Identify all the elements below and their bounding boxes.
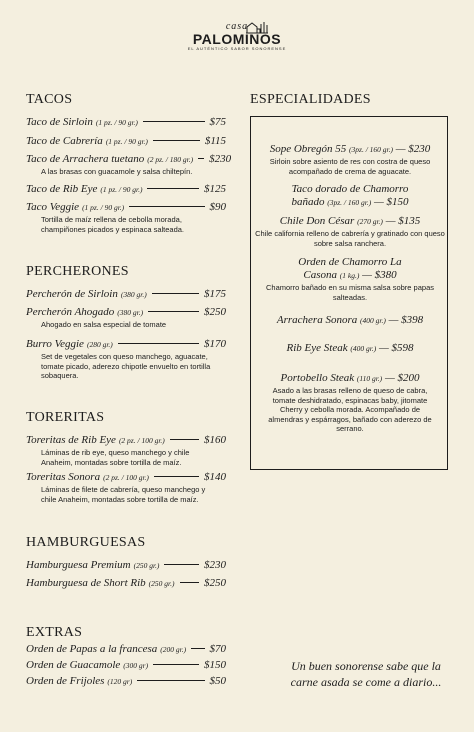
item-description: Chile california relleno de cabrería y gratinado con queso sobre salsa ranchera. [255,229,445,248]
item-name: Orden de Frijoles [26,675,105,687]
item-name: Taco de Rib Eye [26,183,98,195]
especialidades-box [250,116,448,470]
right-column [250,92,450,116]
item-name: Orden de Papas a la francesa [26,643,158,655]
section-percherones [26,264,226,380]
section-title: TORERITAS [26,410,105,425]
item-portion: (270 gr.) [357,217,383,226]
item-description: Set de vegetales con queso manchego, aguacate, tomate picado, aderezo chipotle envuelto en tortilla sobaquera. [41,352,211,380]
logo [0,22,474,52]
item-name: Toreritas Sonora [26,471,101,483]
item-description: Ahogado en salsa especial de tomate [41,320,167,329]
building-icon [246,20,268,34]
menu-item [26,306,226,330]
item-portion: (400 gr.) [350,344,377,353]
item-description: Sirloin sobre asiento de res con costra de queso acompañado de crema de aguacate. [269,157,431,176]
item-portion: (3pz. / 160 gr.) [349,145,394,154]
item-portion: (110 gr.) [356,374,383,383]
item-portion: (280 gr.) [86,340,113,349]
menu-item [26,471,226,504]
item-name: Orden de Guacamole [26,659,121,671]
item-name: Rib Eye Steak [286,342,348,354]
menu-item [26,338,226,381]
item-price: $230 [204,559,226,571]
item-price: $250 [204,577,226,589]
item-portion: (1 pz. / 90 gr.) [82,203,125,212]
special-item [251,256,449,302]
item-price: $150 [204,659,226,671]
item-portion: (1 pz. / 90 gr.) [100,185,143,194]
special-item [251,143,449,176]
item-price: — $230 [395,143,431,155]
item-portion: (300 gr) [123,661,149,670]
item-price: $170 [204,338,226,350]
item-name: Chile Don César [279,215,355,227]
item-price: $250 [204,306,226,318]
section-title: EXTRAS [26,625,83,640]
menu-item [26,201,226,234]
item-price: — $398 [388,314,424,326]
item-description: Asado a las brasas relleno de queso de cabra, tomate deshidratado, espinacas baby, jitomate Cherry y cebolla morada. Acompañado de almendras y espárragos, bañado con aderezo de serrano. [268,386,432,433]
item-portion: (380 gr.) [117,308,144,317]
logo-casa: casa [225,21,249,32]
item-price: — $598 [378,342,414,354]
item-price: $140 [204,471,226,483]
menu-item [26,559,226,571]
item-portion: (380 gr.) [120,290,147,299]
item-description: Chamorro bañado en su misma salsa sobre papas salteadas. [265,283,434,302]
item-portion: (1 pz. / 90 gr.) [95,118,138,127]
section-toreritas [26,410,226,504]
special-item [251,183,449,209]
item-portion: (120 gr) [107,677,133,686]
item-price: $230 [209,153,232,165]
section-hamburguesas [26,535,226,589]
logo-name: PALOMINOS [192,31,282,47]
item-portion: (1 pz. / 90 gr.) [105,137,148,146]
item-price: $50 [209,675,226,687]
section-title: TACOS [26,92,73,107]
menu-item [26,288,226,300]
menu-item [26,135,226,147]
item-name: Taco dorado de Chamorro bañado [291,183,409,208]
menu-item [26,675,226,687]
section-extras [26,625,226,687]
special-item [251,215,449,248]
item-price: $160 [204,434,226,446]
menu-item [26,577,226,589]
item-portion: (1 kg.) [339,271,360,280]
special-item [251,314,449,327]
item-name: Taco Veggie [26,201,80,213]
item-name: Arrachera Sonora [276,314,358,326]
logo-tagline: EL AUTÉNTICO SABOR SONORENSE [187,46,287,51]
section-tacos [26,92,232,234]
item-price: $70 [209,643,226,655]
item-price: — $200 [384,372,420,384]
item-portion: (400 gr.) [359,316,386,325]
menu-item [26,183,226,195]
item-portion: (2 pz. / 100 gr.) [103,473,149,482]
item-price: $75 [209,116,226,128]
item-name: Sope Obregón 55 [269,143,347,155]
item-portion: (200 gr.) [160,645,187,654]
item-name: Taco de Sirloin [26,116,93,128]
item-name: Percherón Ahogado [26,306,115,318]
item-description: Láminas de filete de cabrería, queso manchego y chile Anaheim, montadas sobre tortilla de maíz. [41,485,206,504]
item-price: — $380 [362,269,397,281]
section-title: HAMBURGUESAS [26,535,146,550]
section-title-especialidades: ESPECIALIDADES [250,92,371,107]
menu-item [26,153,232,177]
item-name: Hamburguesa Premium [26,559,131,571]
item-portion: (3pz. / 160 gr.) [327,198,372,207]
menu-item [26,643,226,655]
item-price: — $135 [385,215,421,227]
item-name: Taco de Arrachera tuetano [26,153,145,165]
item-name: Burro Veggie [26,338,84,350]
item-name: Orden de Chamorro La Casona [298,256,402,281]
item-description: Tortilla de maíz rellena de cebolla morada, champiñones picados y espinaca salteada. [41,215,185,234]
item-description: Láminas de rib eye, queso manchego y chile Anaheim, montadas sobre tortilla de maíz. [41,448,190,467]
item-name: Hamburguesa de Short Rib [26,577,146,589]
item-price: $175 [204,288,226,300]
special-item [251,342,449,355]
item-description: A las brasas con guacamole y salsa chiltepín. [41,167,193,176]
item-portion: (250 gr.) [148,579,175,588]
item-portion: (2 pz. / 180 gr.) [147,155,194,164]
item-name: Portobello Steak [280,372,355,384]
quote: Un buen sonorense sabe que la carne asada se come a diario... [290,659,442,689]
item-price: — $150 [373,196,409,208]
menu-item [26,116,226,128]
item-portion: (250 gr.) [133,561,160,570]
item-name: Percherón de Sirloin [26,288,118,300]
section-title: PERCHERONES [26,264,129,279]
item-price: $125 [204,183,226,195]
special-item [251,372,449,434]
item-price: $115 [204,135,226,147]
item-portion: (2 pz. / 100 gr.) [118,436,165,445]
item-name: Taco de Cabrería [26,135,103,147]
item-price: $90 [209,201,226,213]
menu-item [26,434,226,467]
menu-item [26,659,226,671]
item-name: Toreritas de Rib Eye [26,434,116,446]
